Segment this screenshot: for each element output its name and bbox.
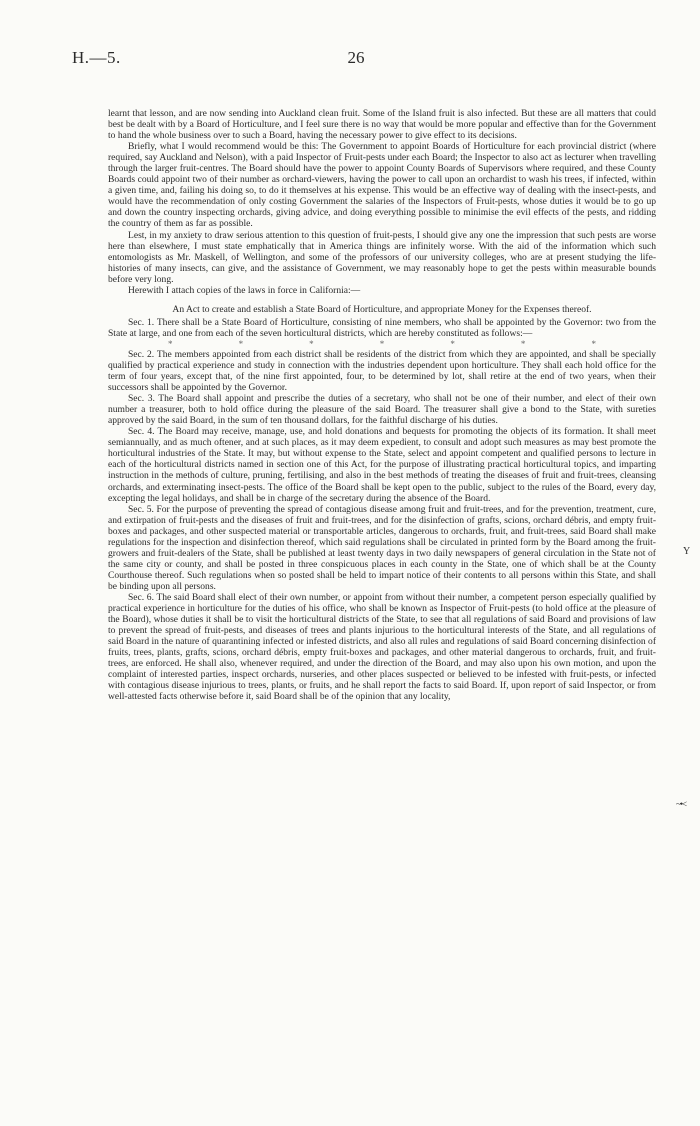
paragraph: Herewith I attach copies of the laws in force in California:—	[128, 284, 361, 296]
page-header	[72, 48, 640, 72]
margin-mark: Y	[683, 546, 691, 557]
paragraph: learnt that lesson, and are now sending into Auckland clean fruit. Some of the Island fruit is also infected. But these are all matters that could best be dealt with by a Board of Horticulture, and I feel sure there is no way that would be more popular and effective than for the Government to hand the whole business over to such a Board, having the necessary power to give effect to its decisions.	[108, 108, 656, 142]
section-2: Sec. 2. The members appointed from each district shall be residents of the district from which they are appointed, and shall be specially qualified by practical experience and study in connection with the industries dependent upon horticulture. They shall each hold office for the term of four years, except that, of the nine first appointed, four, to be determined by lot, shall retire at the end of two years, when their successors shall be appointed by the Governor.	[108, 348, 656, 394]
section-3: Sec. 3. The Board shall appoint and prescribe the duties of a secretary, who shall not be one of their number, and elect of their own number a treasurer, both to hold office during the pleasure of the said Board. The treasurer shall give a bond to the State, with sureties approved by the said Board, in the sum of ten thousand dollars, for the faithful discharge of his duties.	[108, 393, 656, 427]
star: *	[450, 338, 455, 349]
section-1: Sec. 1. There shall be a State Board of Horticulture, consisting of nine members, who shall be appointed by the Governor: two from the State at large, and one from each of the seven horticultural districts, which are hereby constituted as follows:—	[108, 316, 656, 339]
margin-mark: ~•<	[676, 799, 687, 809]
star: *	[591, 338, 596, 349]
section-4: Sec. 4. The Board may receive, manage, use, and hold donations and bequests for promoting the objects of its formation. It shall meet semiannually, and as much oftener, and at such places, as it may deem expedient, to consult and adopt such measures as may best promote the horticultural industries of the State. It may, but without expense to the State, select and appoint competent and qualified persons to lecture in each of the horticultural districts named in section one of this Act, for the purpose of illustrating practical horticultural topics, and imparting instruction in the methods of culture, pruning, fertilising, and also in the best methods of treating the diseases of fruit and fruit-trees, cleansing orchards, and exterminating insect-pests. The office of the Board shall be kept open to the public, subject to the rules of the Board, every day, excepting the legal holidays, and shall be in charge of the secretary during the absence of the Board.	[108, 426, 656, 504]
omission-stars	[108, 339, 656, 349]
section-5: Sec. 5. For the purpose of preventing the spread of contagious disease among fruit and fruit-trees, and for the prevention, treatment, cure, and extirpation of fruit-pests and the diseases of fruit and fruit-trees, and for the disinfection of grafts, scions, orchard débris, and empty fruit-boxes and packages, and other suspected material or transportable articles, dangerous to orchards, fruit, and fruit-trees, said Board shall make regulations for the inspection and disinfection thereof, which said regulations shall be circulated in printed form by the Board among the fruit-growers and fruit-dealers of the State, shall be published at least twenty days in two daily newspapers of general circulation in the State not of the same city or county, and shall be posted in three conspicuous places in each county in the State, one of which shall be at the County Courthouse thereof. Such regulations when so posted shall be held to impart notice of their contents to all persons within this State, and shall be binding upon all persons.	[108, 503, 656, 592]
star: *	[520, 338, 526, 349]
document-reference: H.—5.	[72, 48, 121, 67]
act-title: An Act to create and establish a State Board of Horticulture, and appropriate Money for the Expenses thereof.	[172, 303, 592, 315]
star: *	[379, 338, 385, 349]
page-number: 26	[347, 48, 365, 67]
star: *	[309, 338, 314, 349]
section-6: Sec. 6. The said Board shall elect of their own number, or appoint from without their number, a competent person especially qualified by practical experience in horticulture for the duties of his office, who shall be known as Inspector of Fruit-pests (to hold office at the pleasure of the Board), whose duties it shall be to visit the horticultural districts of the State, to see that all regulations of said Board and provisions of law to prevent the spread of fruit-pests, and diseases of trees and plants injurious to the horticultural interests of the State, and all regulations of said Board in the nature of quarantining infected or infested districts, and also all rules and regulations of said Board concerning disinfection of fruits, trees, plants, grafts, scions, orchard débris, empty fruit-boxes and packages, and other material dangerous to orchards, fruit, and fruit-trees, are enforced. He shall also, whenever required, and under the direction of the Board, and may also upon his own motion, and upon the complaint of interested parties, inspect orchards, nurseries, and other places suspected or believed to be infested with fruit-pests, or infected with contagious disease injurious to trees, plants, or fruits, and he shall report the facts to said Board. If, upon report of said Inspector, or from well-attested facts otherwise before it, said Board shall be of the opinion that any locality,	[108, 591, 656, 703]
paragraph: Briefly, what I would recommend would be this: The Government to appoint Boards of Horticulture for each provincial district (where required, say Auckland and Nelson), with a paid Inspector of Fruit-pests under each Board; the Inspector to also act as lecturer when travelling through the larger fruit-centres. The Board should have the power to appoint County Boards of Supervisors where required, and these County Boards could appoint two of their number as orchard-viewers, having the power to call upon an orchardist to wash his trees, if infected, within a given time, and, failing his doing so, to do it themselves at his expense. This would be an effective way of dealing with the insect-pests, and would have the recommendation of only costing Government the salaries of the Inspectors of Fruit-pests, whose duties it would be to go up and down the country inspecting orchards, giving advice, and doing everything possible to minimise the evil effects of the pests, and ridding the country of them as far as possible.	[108, 141, 656, 230]
star: *	[168, 338, 173, 349]
star: *	[238, 338, 244, 349]
paragraph: Lest, in my anxiety to draw serious attention to this question of fruit-pests, I should give any one the impression that such pests are worse here than elsewhere, I must state emphatically that in America things are infinitely worse. With the aid of the information which such entomologists as Mr. Maskell, of Wellington, and some of the professors of our university colleges, who are at present studying the life-histories of many insects, can give, and the assistance of Government, we may reasonably hope to get the pests within measurable bounds before very long.	[108, 229, 656, 285]
document-body	[108, 108, 656, 702]
